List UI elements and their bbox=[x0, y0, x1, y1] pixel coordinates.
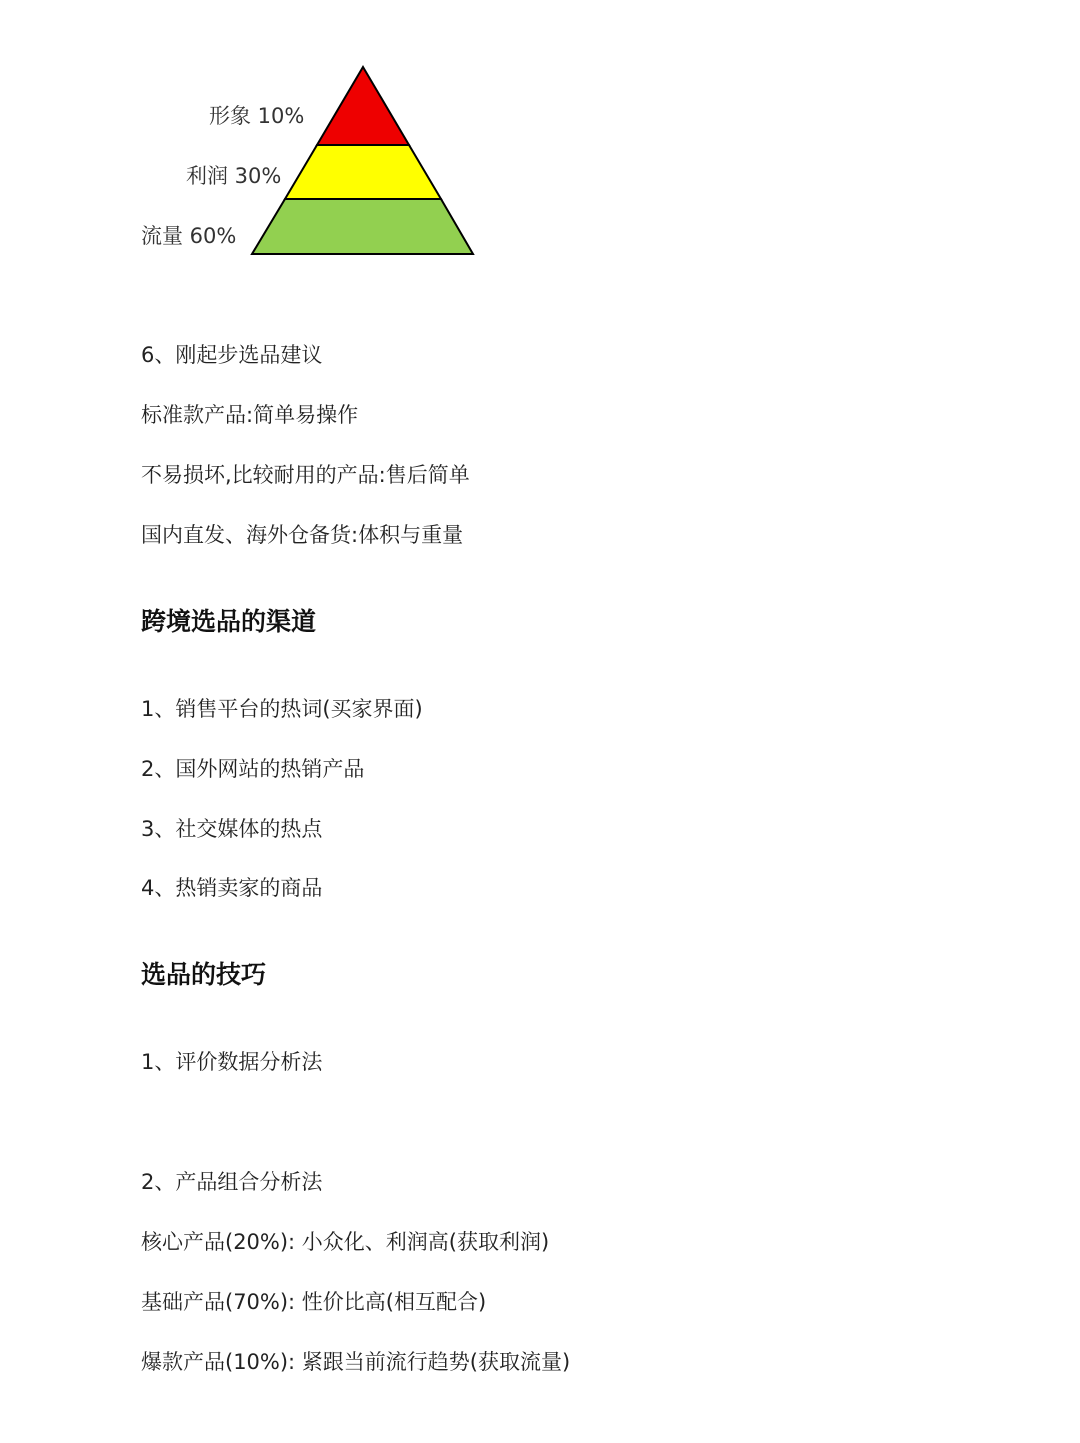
pyramid-svg bbox=[0, 0, 1080, 300]
pyramid-layer-middle bbox=[285, 145, 441, 199]
combo-basic: 基础产品(70%): 性价比高(相互配合) bbox=[141, 1290, 487, 1314]
pyramid-label-traffic: 流量 60% bbox=[141, 224, 237, 248]
tips-heading: 选品的技巧 bbox=[141, 960, 267, 989]
pyramid-layer-bottom bbox=[252, 199, 473, 254]
combo-core: 核心产品(20%): 小众化、利润高(获取利润) bbox=[141, 1230, 550, 1254]
pyramid-diagram bbox=[0, 0, 1080, 300]
start-line-2: 不易损坏,比较耐用的产品:售后简单 bbox=[141, 463, 470, 487]
pyramid-label-image: 形象 10% bbox=[209, 104, 305, 128]
start-line-1: 标准款产品:简单易操作 bbox=[141, 403, 359, 427]
channel-item-1: 1、销售平台的热词(买家界面) bbox=[141, 697, 423, 721]
channel-item-3: 3、社交媒体的热点 bbox=[141, 817, 323, 841]
tip-method-1: 1、评价数据分析法 bbox=[141, 1050, 323, 1074]
channel-item-2: 2、国外网站的热销产品 bbox=[141, 757, 365, 781]
pyramid-layer-top bbox=[317, 67, 409, 145]
section-start-title: 6、刚起步选品建议 bbox=[141, 343, 323, 367]
channel-item-4: 4、热销卖家的商品 bbox=[141, 876, 323, 900]
start-line-3: 国内直发、海外仓备货:体积与重量 bbox=[141, 523, 464, 547]
channels-heading: 跨境选品的渠道 bbox=[141, 607, 317, 636]
tip-method-2: 2、产品组合分析法 bbox=[141, 1170, 323, 1194]
combo-hot: 爆款产品(10%): 紧跟当前流行趋势(获取流量) bbox=[141, 1350, 571, 1374]
pyramid-label-profit: 利润 30% bbox=[186, 164, 282, 188]
